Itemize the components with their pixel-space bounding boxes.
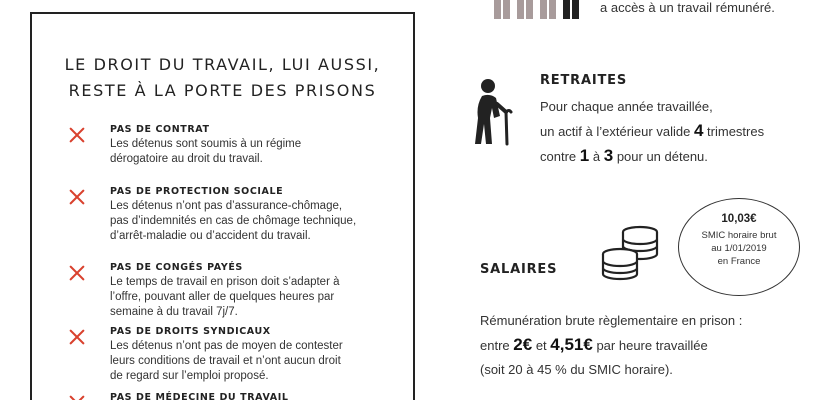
salaires-max-wage: 4,51€: [550, 335, 593, 354]
coins-stack-icon: [600, 224, 662, 282]
cross-icon: [68, 264, 86, 282]
retraites-outside-quarters: 4: [693, 121, 704, 140]
people-icon: [490, 0, 580, 22]
retraites-prison-quarters-min: 1: [579, 146, 590, 165]
smic-value: 10,03€: [721, 213, 757, 225]
item-body: [110, 275, 400, 320]
item-line: Le temps de travail en prison doit s’adapter à: [110, 276, 340, 288]
card-title: [32, 52, 413, 104]
retraites-heading: RETRAITES: [540, 73, 627, 88]
salaires-min-wage: 2€: [513, 335, 533, 354]
item-line: Les détenus n’ont pas d’assurance-chômage,: [110, 200, 343, 212]
cross-icon: [68, 188, 86, 206]
item-line: Les détenus sont soumis à un régime: [110, 138, 302, 150]
salaires-line-2-pre: entre: [480, 338, 510, 353]
cross-icon: [68, 394, 86, 400]
item-body: [110, 339, 400, 384]
item-heading: PAS DE MÉDECINE DU TRAVAIL: [110, 392, 289, 400]
item-body: [110, 137, 400, 167]
salaires-line-2: [480, 333, 742, 358]
retraites-prison-quarters-max: 3: [603, 146, 614, 165]
item-line: pas d’indemnités en cas de chômage technique,: [110, 215, 357, 227]
smic-label: [679, 229, 799, 268]
smic-label-line: SMIC horaire brut: [701, 230, 777, 241]
smic-label-line: au 1/01/2019: [711, 243, 767, 254]
item-line: l’offre, pouvant aller de quelques heures par: [110, 291, 335, 303]
card-title-line-1: LE DROIT DU TRAVAIL, LUI AUSSI,: [64, 55, 381, 74]
retraites-line-3-post: pour un détenu.: [616, 149, 708, 164]
retraites-line-2: [540, 119, 764, 144]
elderly-person-icon: [470, 76, 516, 146]
retraites-line-3-mid: à: [592, 149, 601, 164]
retraites-line-1: Pour chaque année travaillée,: [540, 99, 713, 114]
card-title-line-2: RESTE À LA PORTE DES PRISONS: [68, 81, 377, 100]
salaires-text: [480, 309, 742, 382]
item-heading: PAS DE CONTRAT: [110, 124, 210, 135]
retraites-text: [540, 95, 764, 169]
salaires-line-1: Rémunération brute règlementaire en prison :: [480, 313, 743, 328]
cross-icon: [68, 328, 86, 346]
item-line: de regard sur l’emploi proposé.: [110, 370, 269, 382]
salaires-line-2-post: par heure travaillée: [596, 338, 708, 353]
top-text: a accès à un travail rémunéré.: [600, 0, 775, 15]
item-line: d’arrêt-maladie ou d’accident du travail.: [110, 230, 311, 242]
retraites-line-3: [540, 144, 764, 169]
retraites-line-2-post: trimestres: [707, 124, 765, 139]
item-line: leurs conditions de travail et n’ont aucun droit: [110, 355, 341, 367]
salaires-line-3: (soit 20 à 45 % du SMIC horaire).: [480, 362, 673, 377]
item-body: [110, 199, 400, 244]
retraites-line-2-pre: un actif à l’extérieur valide: [540, 124, 691, 139]
cross-icon: [68, 126, 86, 144]
item-line: dérogatoire au droit du travail.: [110, 153, 263, 165]
item-heading: PAS DE DROITS SYNDICAUX: [110, 326, 271, 337]
smic-badge: [678, 198, 800, 296]
salaires-line-2-mid: et: [535, 338, 547, 353]
item-heading: PAS DE PROTECTION SOCIALE: [110, 186, 284, 197]
smic-label-line: en France: [717, 256, 761, 267]
labour-law-card: [30, 12, 415, 400]
item-line: Les détenus n’ont pas de moyen de contester: [110, 340, 343, 352]
item-line: semaine à du travail 7j/7.: [110, 306, 238, 318]
salaires-heading: SALAIRES: [480, 262, 558, 277]
retraites-line-3-pre: contre: [540, 149, 577, 164]
item-heading: PAS DE CONGÉS PAYÉS: [110, 262, 243, 273]
